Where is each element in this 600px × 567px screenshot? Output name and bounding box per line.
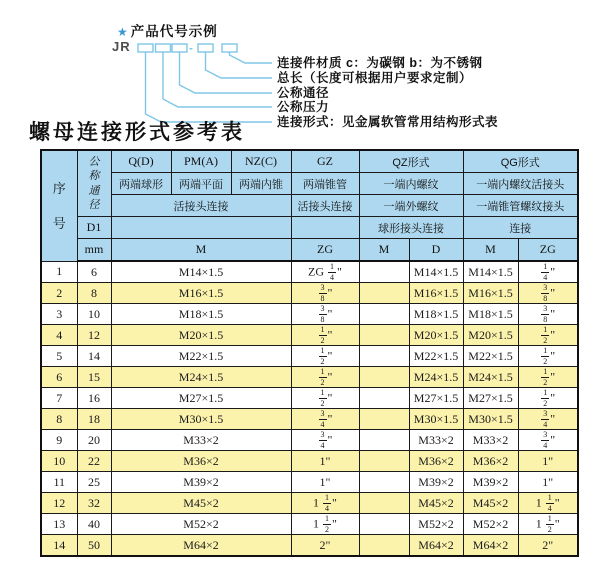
cell-qg-zg: $\frac{1}{2}$ " <box>518 325 578 346</box>
cell-seq: 11 <box>41 472 77 493</box>
fraction: $\frac{1}{4}$ <box>330 262 335 282</box>
cell-qg-m: M20×1.5 <box>463 325 518 346</box>
cell-qg-m: M18×1.5 <box>463 304 518 325</box>
header-nz-desc: 两端内锥 <box>231 173 291 195</box>
cell-qz-d: M16×1.5 <box>409 283 463 304</box>
header-mm: mm <box>77 239 111 262</box>
header-gz-desc: 两端锥管 <box>291 173 359 195</box>
product-code-heading-text: 产品代号示例 <box>130 24 218 39</box>
header-nz: NZ(C) <box>231 150 291 173</box>
header-gz: GZ <box>291 150 359 173</box>
fraction: $\frac{1}{2}$ <box>320 388 325 408</box>
header-m3: M <box>463 239 518 262</box>
cell-qz-m <box>359 535 409 557</box>
header-m2: M <box>359 239 409 262</box>
header-pm-desc: 两端平面 <box>171 173 231 195</box>
cell-qg-zg: $\frac{1}{2}$ " <box>518 367 578 388</box>
table-row <box>41 325 578 346</box>
cell-qz-m <box>359 514 409 535</box>
header-qg: QG形式 <box>463 150 578 173</box>
cell-seq: 7 <box>41 388 77 409</box>
cell-qg-m: M52×2 <box>463 514 518 535</box>
cell-m: M45×2 <box>111 493 291 514</box>
product-code-prefix: JR <box>112 39 131 54</box>
cell-seq: 14 <box>41 535 77 557</box>
cell-zg: $\frac{1}{2}$ " <box>291 346 359 367</box>
cell-m: M18×1.5 <box>111 304 291 325</box>
cell-qz-d: M64×2 <box>409 535 463 557</box>
cell-dn: 8 <box>77 283 111 304</box>
cell-qg-zg: 1 $\frac{1}{4}$ " <box>518 493 578 514</box>
table-row <box>41 535 578 557</box>
cell-qg-m: M64×2 <box>463 535 518 557</box>
cell-zg: $\frac{3}{4}$ " <box>291 409 359 430</box>
connector-line <box>180 52 273 93</box>
diagram-label-material: 连接件材质 c：为碳钢 b：为不锈钢 <box>277 56 483 70</box>
cell-qg-m: M45×2 <box>463 493 518 514</box>
table-row <box>41 409 578 430</box>
cell-qz-m <box>359 261 409 283</box>
diagram-label-dn: 公称通径 <box>277 86 330 100</box>
cell-qz-d: M33×2 <box>409 430 463 451</box>
cell-m: M30×1.5 <box>111 409 291 430</box>
fraction: $\frac{1}{4}$ <box>325 493 330 513</box>
fraction: $\frac{1}{2}$ <box>543 367 548 387</box>
table-row <box>41 304 578 325</box>
header-d1: D1 <box>77 217 111 239</box>
cell-qg-m: M36×2 <box>463 451 518 472</box>
fraction: $\frac{3}{8}$ <box>320 283 325 303</box>
cell-seq: 4 <box>41 325 77 346</box>
table-row <box>41 283 578 304</box>
cell-qz-d: M20×1.5 <box>409 325 463 346</box>
header-d2: D <box>409 239 463 262</box>
cell-qg-m: M33×2 <box>463 430 518 451</box>
cell-seq: 10 <box>41 451 77 472</box>
diagram-label-length: 总长（长度可根据用户要求定制） <box>277 71 473 85</box>
cell-qz-d: M52×2 <box>409 514 463 535</box>
header-union-conn: 活接头连接 <box>111 195 291 217</box>
header-qg-conn: 连接 <box>463 217 578 239</box>
fraction: $\frac{1}{4}$ <box>543 262 548 282</box>
fraction: $\frac{1}{2}$ <box>320 325 325 345</box>
cell-dn: 10 <box>77 304 111 325</box>
cell-zg: 2" <box>291 535 359 557</box>
table-row <box>41 388 578 409</box>
fraction: $\frac{1}{2}$ <box>325 514 330 534</box>
cell-qz-d: M18×1.5 <box>409 304 463 325</box>
cell-dn: 18 <box>77 409 111 430</box>
cell-qz-m <box>359 409 409 430</box>
table-row <box>41 451 578 472</box>
header-q: Q(D) <box>111 150 171 173</box>
cell-qz-m <box>359 367 409 388</box>
cell-dn: 14 <box>77 346 111 367</box>
table-row <box>41 514 578 535</box>
cell-m: M22×1.5 <box>111 346 291 367</box>
cell-qg-zg: $\frac{3}{4}$ " <box>518 430 578 451</box>
cell-qg-zg: 1" <box>518 472 578 493</box>
code-dash: - <box>189 41 193 55</box>
cell-qz-m <box>359 346 409 367</box>
cell-zg: $\frac{1}{2}$ " <box>291 325 359 346</box>
header-zg1: ZG <box>291 239 359 262</box>
cell-qg-m: M22×1.5 <box>463 346 518 367</box>
cell-dn: 32 <box>77 493 111 514</box>
header-m1: M <box>111 239 291 262</box>
table-row <box>41 261 578 283</box>
empty-cell <box>111 217 291 239</box>
cell-m: M24×1.5 <box>111 367 291 388</box>
fraction: $\frac{3}{4}$ <box>543 430 548 450</box>
code-box <box>156 44 171 52</box>
cell-qg-m: M30×1.5 <box>463 409 518 430</box>
table-row <box>41 346 578 367</box>
cell-qz-m <box>359 430 409 451</box>
cell-qg-zg: $\frac{3}{8}$ " <box>518 283 578 304</box>
cell-qz-d: M27×1.5 <box>409 388 463 409</box>
table-body <box>41 261 578 556</box>
cell-qg-m: M14×1.5 <box>463 261 518 283</box>
cell-seq: 5 <box>41 346 77 367</box>
cell-qg-zg: $\frac{1}{2}$ " <box>518 388 578 409</box>
cell-qg-m: M27×1.5 <box>463 388 518 409</box>
cell-qg-zg: $\frac{3}{8}$ " <box>518 304 578 325</box>
header-qz-desc2: 一端外螺纹 <box>359 195 463 217</box>
fraction: $\frac{3}{4}$ <box>320 409 325 429</box>
cell-m: M16×1.5 <box>111 283 291 304</box>
header-q-desc: 两端球形 <box>111 173 171 195</box>
header-qg-desc1: 一端内螺纹活接头 <box>463 173 578 195</box>
cell-dn: 20 <box>77 430 111 451</box>
cell-m: M39×2 <box>111 472 291 493</box>
fraction: $\frac{3}{4}$ <box>320 430 325 450</box>
fraction: $\frac{1}{2}$ <box>320 346 325 366</box>
fraction: $\frac{3}{8}$ <box>543 283 548 303</box>
cell-m: M52×2 <box>111 514 291 535</box>
table-row <box>41 367 578 388</box>
cell-qz-d: M30×1.5 <box>409 409 463 430</box>
cell-qz-d: M45×2 <box>409 493 463 514</box>
cell-seq: 3 <box>41 304 77 325</box>
cell-qz-m <box>359 283 409 304</box>
cell-seq: 1 <box>41 261 77 283</box>
nut-connection-reference-table <box>40 149 579 557</box>
fraction: $\frac{3}{4}$ <box>543 409 548 429</box>
cell-qz-m <box>359 325 409 346</box>
cell-zg: 1 $\frac{1}{4}$ " <box>291 493 359 514</box>
cell-qg-m: M16×1.5 <box>463 283 518 304</box>
header-qz-desc1: 一端内螺纹 <box>359 173 463 195</box>
cell-m: M20×1.5 <box>111 325 291 346</box>
cell-zg: $\frac{1}{2}$ " <box>291 388 359 409</box>
cell-qg-m: M24×1.5 <box>463 367 518 388</box>
cell-m: M36×2 <box>111 451 291 472</box>
cell-qz-m <box>359 304 409 325</box>
cell-zg: 1" <box>291 451 359 472</box>
cell-seq: 12 <box>41 493 77 514</box>
header-pm: PM(A) <box>171 150 231 173</box>
cell-zg: 1 $\frac{1}{2}$ " <box>291 514 359 535</box>
cell-dn: 40 <box>77 514 111 535</box>
table-row <box>41 472 578 493</box>
cell-qg-zg: 1" <box>518 451 578 472</box>
code-box <box>198 44 213 52</box>
table-row <box>41 493 578 514</box>
cell-dn: 50 <box>77 535 111 557</box>
cell-zg: 1" <box>291 472 359 493</box>
cell-dn: 15 <box>77 367 111 388</box>
fraction: $\frac{1}{2}$ <box>543 388 548 408</box>
connector-line <box>230 52 273 63</box>
fraction: $\frac{1}{2}$ <box>543 325 548 345</box>
cell-qz-d: M24×1.5 <box>409 367 463 388</box>
fraction: $\frac{3}{8}$ <box>543 304 548 324</box>
cell-dn: 16 <box>77 388 111 409</box>
cell-qz-m <box>359 493 409 514</box>
cell-dn: 12 <box>77 325 111 346</box>
cell-qg-zg: 1 $\frac{1}{2}$ " <box>518 514 578 535</box>
cell-dn: 22 <box>77 451 111 472</box>
fraction: $\frac{1}{4}$ <box>547 493 552 513</box>
cell-qg-zg: 2" <box>518 535 578 557</box>
cell-qz-d: M39×2 <box>409 472 463 493</box>
cell-qg-zg: $\frac{1}{4}$ " <box>518 261 578 283</box>
page-title: 螺母连接形式参考表 <box>29 119 245 144</box>
empty-cell <box>291 217 359 239</box>
header-zg3: ZG <box>518 239 578 262</box>
code-box <box>138 44 153 52</box>
cell-zg: $\frac{3}{4}$ " <box>291 430 359 451</box>
header-qg-desc2: 一端锥管螺纹接头 <box>463 195 578 217</box>
cell-qz-d: M22×1.5 <box>409 346 463 367</box>
cell-seq: 2 <box>41 283 77 304</box>
cell-qg-zg: $\frac{1}{2}$ " <box>518 346 578 367</box>
fraction: $\frac{1}{2}$ <box>547 514 552 534</box>
cell-qz-d: M14×1.5 <box>409 261 463 283</box>
cell-qz-m <box>359 451 409 472</box>
cell-seq: 8 <box>41 409 77 430</box>
cell-zg: $\frac{3}{8}$ " <box>291 283 359 304</box>
cell-dn: 25 <box>77 472 111 493</box>
cell-seq: 13 <box>41 514 77 535</box>
cell-qg-zg: $\frac{3}{4}$ " <box>518 409 578 430</box>
cell-qz-m <box>359 388 409 409</box>
fraction: $\frac{3}{8}$ <box>320 304 325 324</box>
cell-m: M14×1.5 <box>111 261 291 283</box>
cell-qz-m <box>359 472 409 493</box>
cell-qg-m: M39×2 <box>463 472 518 493</box>
star-icon: ★ <box>117 25 129 39</box>
cell-seq: 9 <box>41 430 77 451</box>
cell-zg: $\frac{1}{2}$ " <box>291 367 359 388</box>
cell-m: M33×2 <box>111 430 291 451</box>
connector-line <box>206 52 273 78</box>
diagram-label-pressure: 公称压力 <box>277 100 330 114</box>
fraction: $\frac{1}{2}$ <box>543 346 548 366</box>
header-qz: QZ形式 <box>359 150 463 173</box>
header-gz-conn: 活接头连接 <box>291 195 359 217</box>
cell-m: M64×2 <box>111 535 291 557</box>
cell-seq: 6 <box>41 367 77 388</box>
cell-zg: $\frac{3}{8}$ " <box>291 304 359 325</box>
code-box <box>172 44 187 52</box>
code-box <box>222 44 237 52</box>
header-dn: 公称通径 <box>77 150 111 217</box>
table-row <box>41 430 578 451</box>
header-qz-conn: 球形接头连接 <box>359 217 463 239</box>
cell-qz-d: M36×2 <box>409 451 463 472</box>
cell-zg: ZG $\frac{1}{4}$ " <box>291 261 359 283</box>
cell-dn: 6 <box>77 261 111 283</box>
fraction: $\frac{1}{2}$ <box>320 367 325 387</box>
header-seq: 序号 <box>41 150 77 261</box>
diagram-label-conn-form: 连接形式：见金属软管常用结构形式表 <box>277 115 499 129</box>
cell-m: M27×1.5 <box>111 388 291 409</box>
